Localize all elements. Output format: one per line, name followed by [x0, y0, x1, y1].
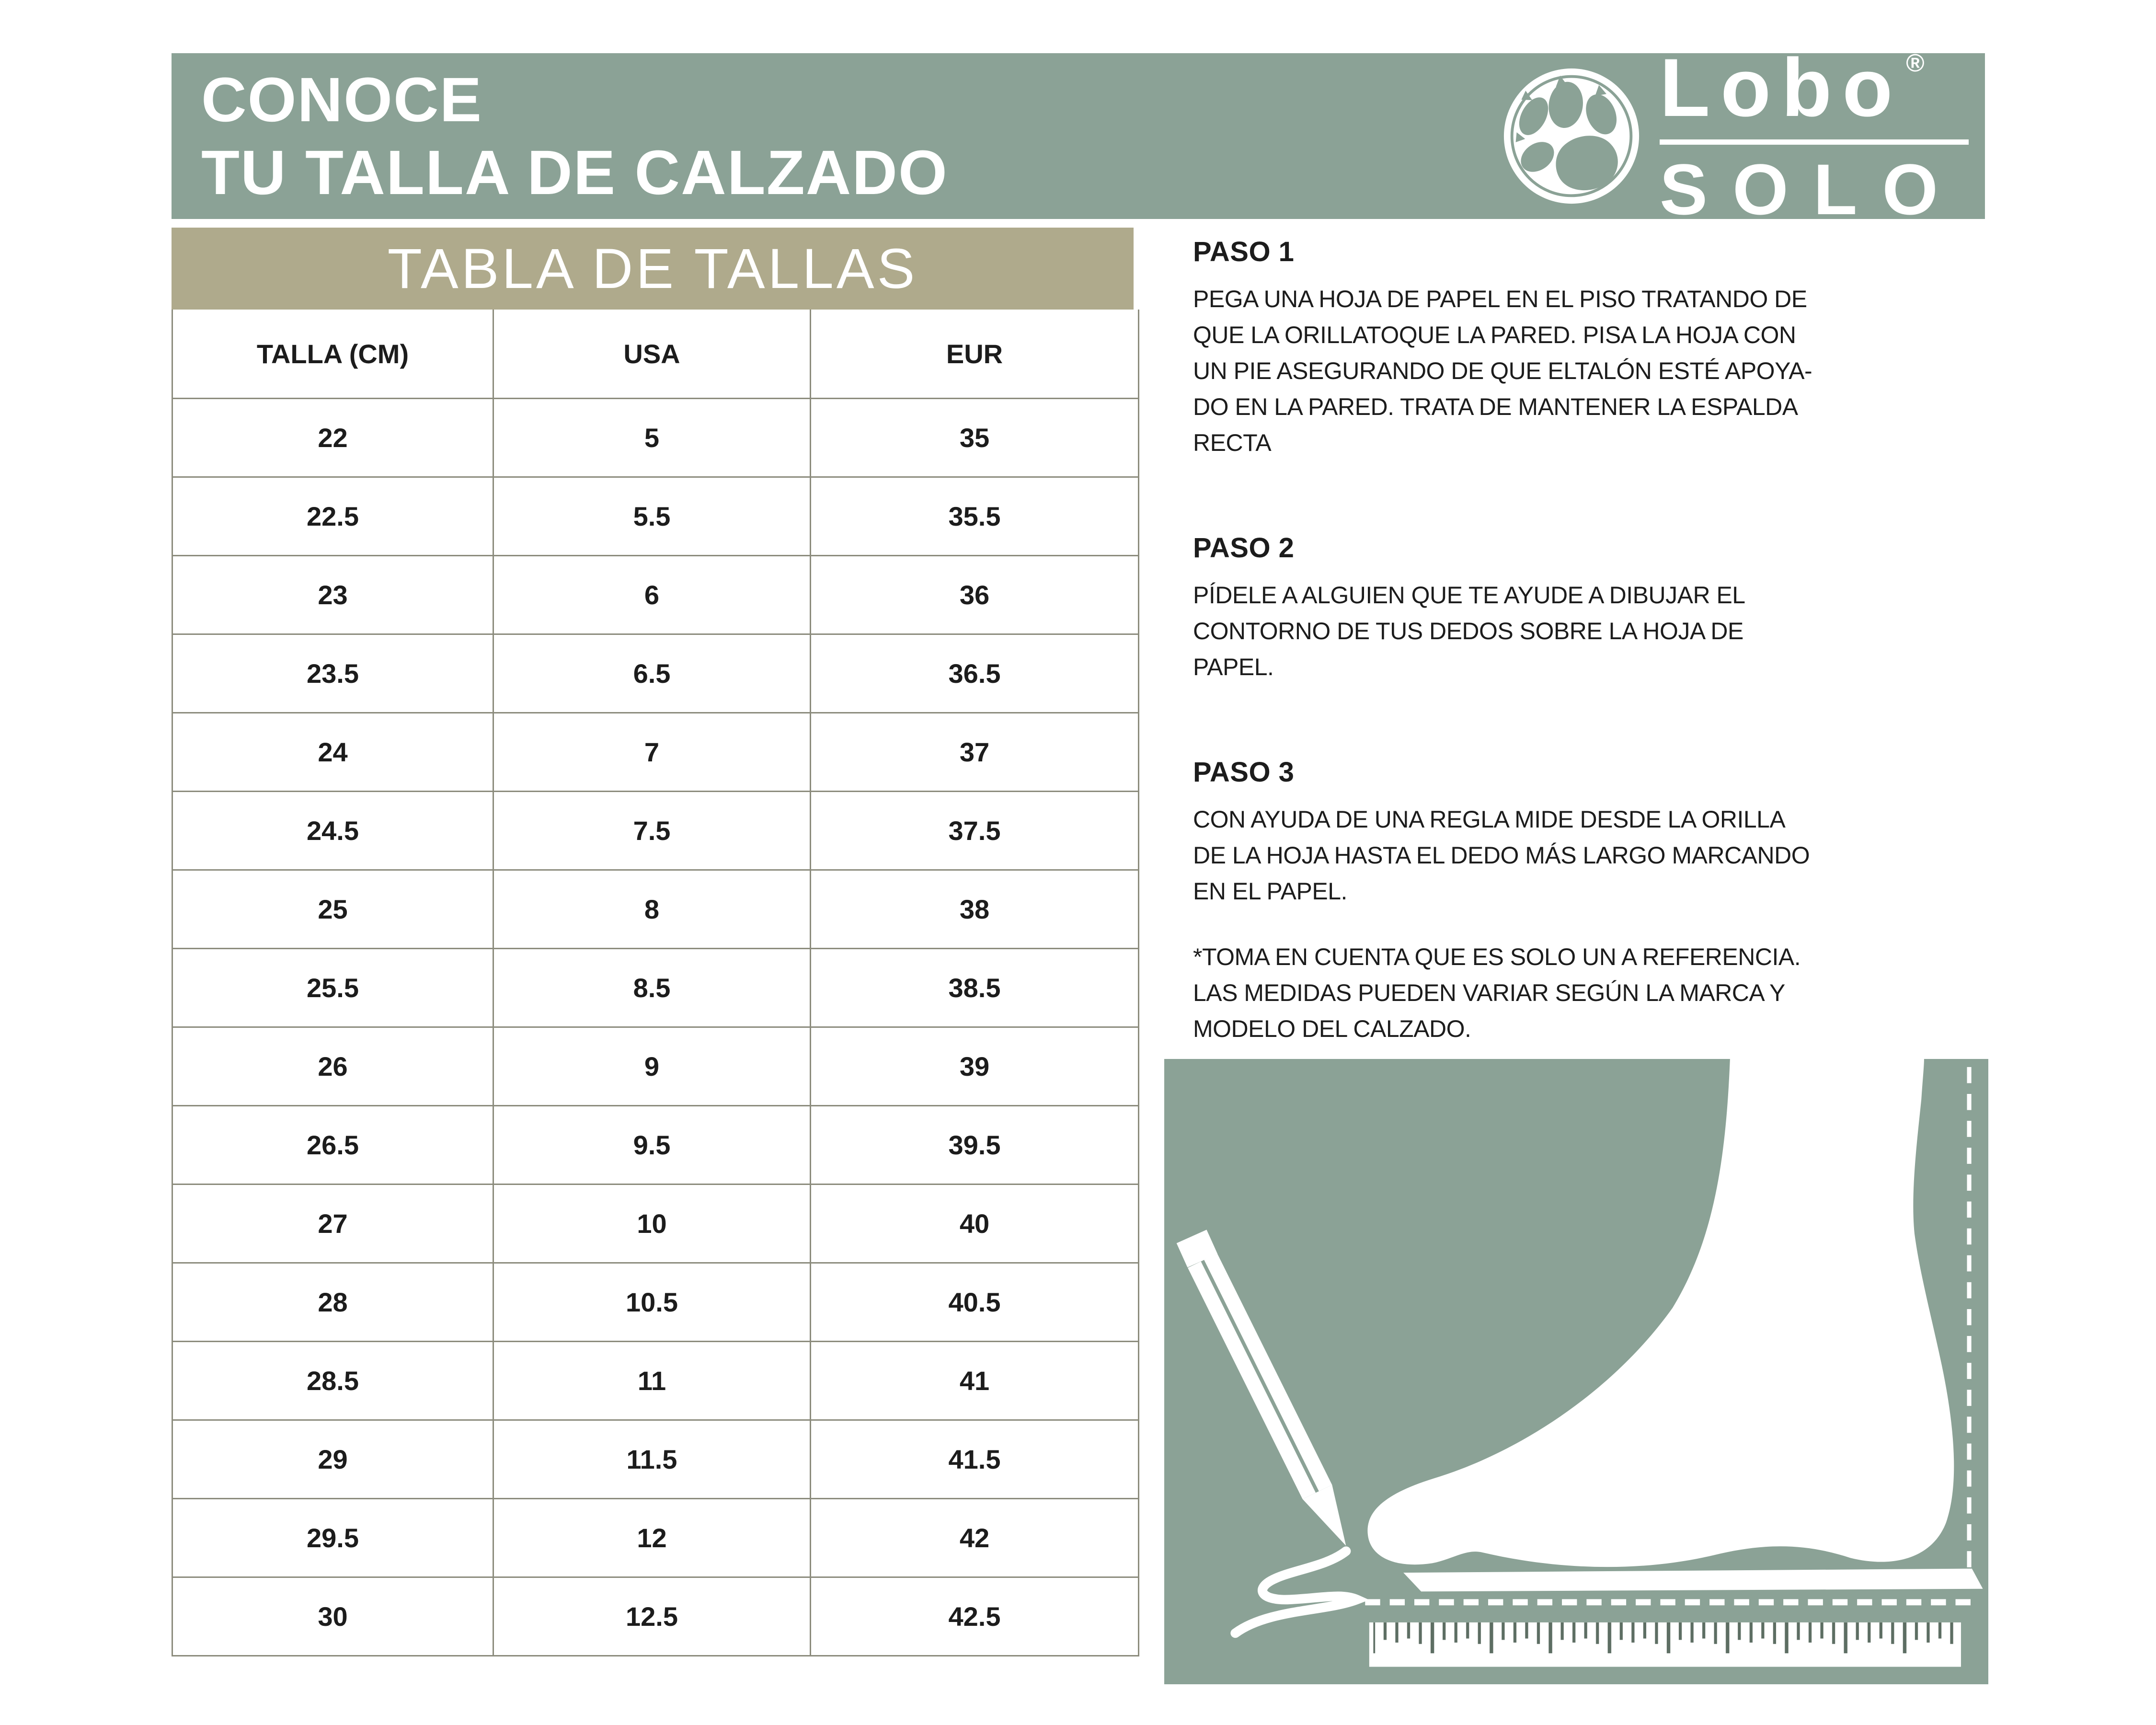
table-row [172, 792, 1139, 870]
step-1-heading: PASO 1 [1193, 236, 1295, 267]
step-1 [1193, 236, 2022, 461]
size-cell-cm: 24.5 [172, 792, 493, 870]
wolf-paw-print-icon [1501, 65, 1642, 207]
header-band [172, 41, 1985, 230]
step-2-line: PAPEL. [1193, 654, 1274, 680]
table-row [172, 1420, 1139, 1499]
size-cell-eur: 40.5 [811, 1263, 1139, 1342]
size-cell-eur: 38 [811, 870, 1139, 949]
note-line: LAS MEDIDAS PUEDEN VARIAR SEGÚN LA MARCA Y [1193, 979, 1785, 1006]
size-cell-usa: 12 [493, 1499, 811, 1577]
page-title-line1: CONOCE [201, 64, 482, 135]
step-3-line: EN EL PAPEL. [1193, 878, 1347, 905]
foot-measuring-illustration [1164, 1059, 1988, 1684]
column-header-usa: USA [493, 310, 811, 399]
page-title-line2: TU TALLA DE CALZADO [201, 137, 948, 207]
logo-wordmark [1660, 41, 1969, 230]
page-title [172, 63, 948, 209]
step-1-line: PEGA UNA HOJA DE PAPEL EN EL PISO TRATANDO DE [1193, 286, 1807, 312]
size-cell-usa: 9.5 [493, 1106, 811, 1184]
column-header-eur: EUR [811, 310, 1139, 399]
table-row [172, 713, 1139, 792]
table-row [172, 556, 1139, 634]
brand-logo [1501, 41, 1985, 230]
note-line: MODELO DEL CALZADO. [1193, 1015, 1471, 1042]
paper-edge-icon [1403, 1569, 1983, 1592]
size-cell-usa: 11 [493, 1342, 811, 1420]
note-line: *TOMA EN CUENTA QUE ES SOLO UN A REFERENCIA. [1193, 943, 1801, 970]
size-cell-cm: 28.5 [172, 1342, 493, 1420]
size-cell-eur: 39 [811, 1027, 1139, 1106]
step-3-line: DE LA HOJA HASTA EL DEDO MÁS LARGO MARCANDO [1193, 842, 1810, 869]
table-row [172, 949, 1139, 1027]
step-2 [1193, 532, 2022, 685]
size-cell-eur: 41 [811, 1342, 1139, 1420]
logo-brand-top-text: Lobo [1660, 41, 1904, 134]
size-cell-usa: 6 [493, 556, 811, 634]
registered-mark-icon: ® [1906, 49, 1925, 77]
size-cell-eur: 37 [811, 713, 1139, 792]
table-row [172, 634, 1139, 713]
step-2-line: PÍDELE A ALGUIEN QUE TE AYUDE A DIBUJAR EL [1193, 582, 1745, 609]
size-table [172, 310, 1139, 1656]
size-cell-eur: 38.5 [811, 949, 1139, 1027]
size-cell-cm: 29.5 [172, 1499, 493, 1577]
size-cell-cm: 30 [172, 1577, 493, 1656]
step-3 [1193, 756, 2022, 909]
size-cell-cm: 28 [172, 1263, 493, 1342]
size-cell-cm: 24 [172, 713, 493, 792]
size-cell-eur: 41.5 [811, 1420, 1139, 1499]
table-row [172, 1577, 1139, 1656]
column-header-talla-cm: TALLA (CM) [172, 310, 493, 399]
size-cell-eur: 35.5 [811, 477, 1139, 556]
table-row [172, 1499, 1139, 1577]
size-cell-cm: 22.5 [172, 477, 493, 556]
size-cell-usa: 10.5 [493, 1263, 811, 1342]
size-cell-usa: 9 [493, 1027, 811, 1106]
table-title-band: TABLA DE TALLAS [172, 228, 1134, 310]
instructions-column [1193, 236, 2022, 1047]
size-cell-cm: 25 [172, 870, 493, 949]
size-cell-usa: 8.5 [493, 949, 811, 1027]
size-cell-usa: 6.5 [493, 634, 811, 713]
step-2-heading: PASO 2 [1193, 532, 1295, 564]
size-cell-eur: 37.5 [811, 792, 1139, 870]
table-row [172, 870, 1139, 949]
step-3-line: CON AYUDA DE UNA REGLA MIDE DESDE LA ORILLA [1193, 806, 1786, 833]
logo-brand-bottom: SOLO [1660, 149, 1963, 230]
step-3-heading: PASO 3 [1193, 757, 1295, 788]
step-1-line: UN PIE ASEGURANDO DE QUE ELTALÓN ESTÉ APOYA- [1193, 357, 1812, 384]
step-1-line: QUE LA ORILLATOQUE LA PARED. PISA LA HOJA CON [1193, 322, 1796, 348]
table-row [172, 1027, 1139, 1106]
table-row [172, 399, 1139, 477]
table-row [172, 1184, 1139, 1263]
table-row [172, 477, 1139, 556]
size-cell-cm: 22 [172, 399, 493, 477]
logo-brand-top [1660, 41, 1925, 134]
size-cell-usa: 7 [493, 713, 811, 792]
size-cell-eur: 35 [811, 399, 1139, 477]
logo-divider [1660, 139, 1969, 145]
size-cell-usa: 5 [493, 399, 811, 477]
size-cell-eur: 40 [811, 1184, 1139, 1263]
size-cell-eur: 42.5 [811, 1577, 1139, 1656]
size-cell-eur: 39.5 [811, 1106, 1139, 1184]
size-cell-cm: 25.5 [172, 949, 493, 1027]
table-row [172, 1106, 1139, 1184]
size-cell-cm: 26 [172, 1027, 493, 1106]
size-cell-cm: 26.5 [172, 1106, 493, 1184]
size-cell-usa: 7.5 [493, 792, 811, 870]
size-cell-usa: 5.5 [493, 477, 811, 556]
size-cell-eur: 36 [811, 556, 1139, 634]
size-cell-cm: 23 [172, 556, 493, 634]
table-row [172, 1342, 1139, 1420]
size-cell-cm: 23.5 [172, 634, 493, 713]
step-2-line: CONTORNO DE TUS DEDOS SOBRE LA HOJA DE [1193, 618, 1743, 644]
table-row [172, 1263, 1139, 1342]
size-cell-usa: 12.5 [493, 1577, 811, 1656]
ruler-icon [1369, 1622, 1961, 1667]
size-cell-eur: 36.5 [811, 634, 1139, 713]
size-cell-cm: 29 [172, 1420, 493, 1499]
size-cell-usa: 11.5 [493, 1420, 811, 1499]
size-cell-cm: 27 [172, 1184, 493, 1263]
step-1-line: DO EN LA PARED. TRATA DE MANTENER LA ESPALDA [1193, 393, 1798, 420]
reference-note [1193, 939, 2022, 1047]
step-1-line: RECTA [1193, 429, 1272, 456]
size-cell-usa: 10 [493, 1184, 811, 1263]
size-cell-eur: 42 [811, 1499, 1139, 1577]
size-cell-usa: 8 [493, 870, 811, 949]
table-header-row [172, 310, 1139, 399]
